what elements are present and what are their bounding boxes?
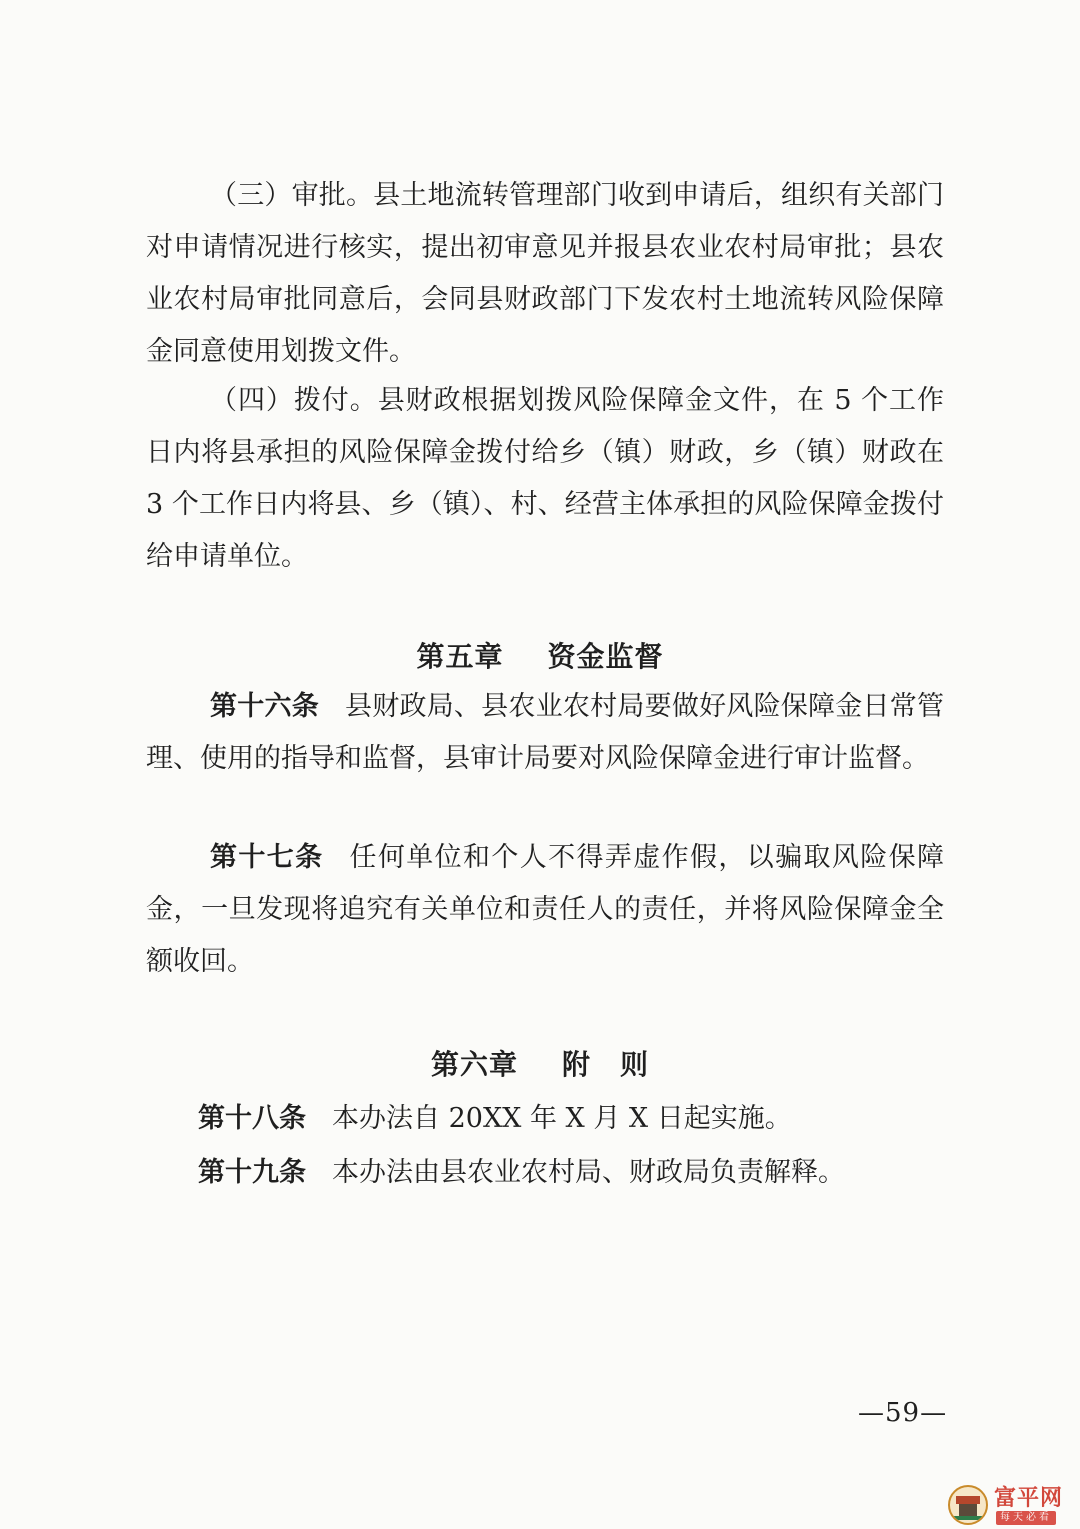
article-16 (146, 681, 944, 785)
paragraph-disbursement: （四）拨付。县财政根据划拨风险保障金文件，在 5 个工作日内将县承担的风险保障金拨付给乡（镇）财政，乡（镇）财政在 3 个工作日内将县、乡（镇）、村、经营主体承担的风险保障金拨付给申请单位。 (146, 385, 944, 572)
article-19-label: 第十九条 (198, 1157, 306, 1188)
chapter-5-number: 第五章 (416, 640, 504, 673)
watermark-name: 富平网 (994, 1486, 1064, 1511)
article-19-text: 本办法由县农业农村局、财政局负责解释。 (332, 1157, 845, 1188)
article-18-label: 第十八条 (198, 1103, 306, 1134)
article-19 (198, 1147, 944, 1199)
page-number: —59— (858, 1398, 948, 1428)
chapter-5-title: 资金监督 (547, 640, 664, 673)
chapter-6-heading (0, 1043, 1080, 1083)
chapter-6-number: 第六章 (430, 1048, 518, 1081)
article-17-text: 任何单位和个人不得弄虚作假，以骗取风险保障金，一旦发现将追究有关单位和责任人的责任，并将风险保障金全额收回。 (146, 842, 944, 977)
article-16-label: 第十六条 (210, 691, 319, 722)
pagoda-logo-icon (948, 1485, 988, 1525)
article-17-label: 第十七条 (210, 842, 324, 873)
watermark (948, 1481, 1078, 1527)
watermark-tagline: 每天必看 (996, 1511, 1056, 1525)
article-16-text: 县财政局、县农业农村局要做好风险保障金日常管理、使用的指导和监督，县审计局要对风险保障金进行审计监督。 (146, 691, 945, 774)
article-18-text: 本办法自 20XX 年 X 月 X 日起实施。 (332, 1103, 792, 1134)
chapter-5-heading (0, 635, 1080, 675)
chapter-6-title: 附 则 (562, 1048, 650, 1081)
paragraph-approval: （三）审批。县土地流转管理部门收到申请后，组织有关部门对申请情况进行核实，提出初审意见并报县农业农村局审批；县农业农村局审批同意后，会同县财政部门下发农村土地流转风险保障金同意使用划拨文件。 (146, 180, 944, 367)
article-18 (198, 1093, 944, 1145)
article-17 (146, 832, 944, 988)
